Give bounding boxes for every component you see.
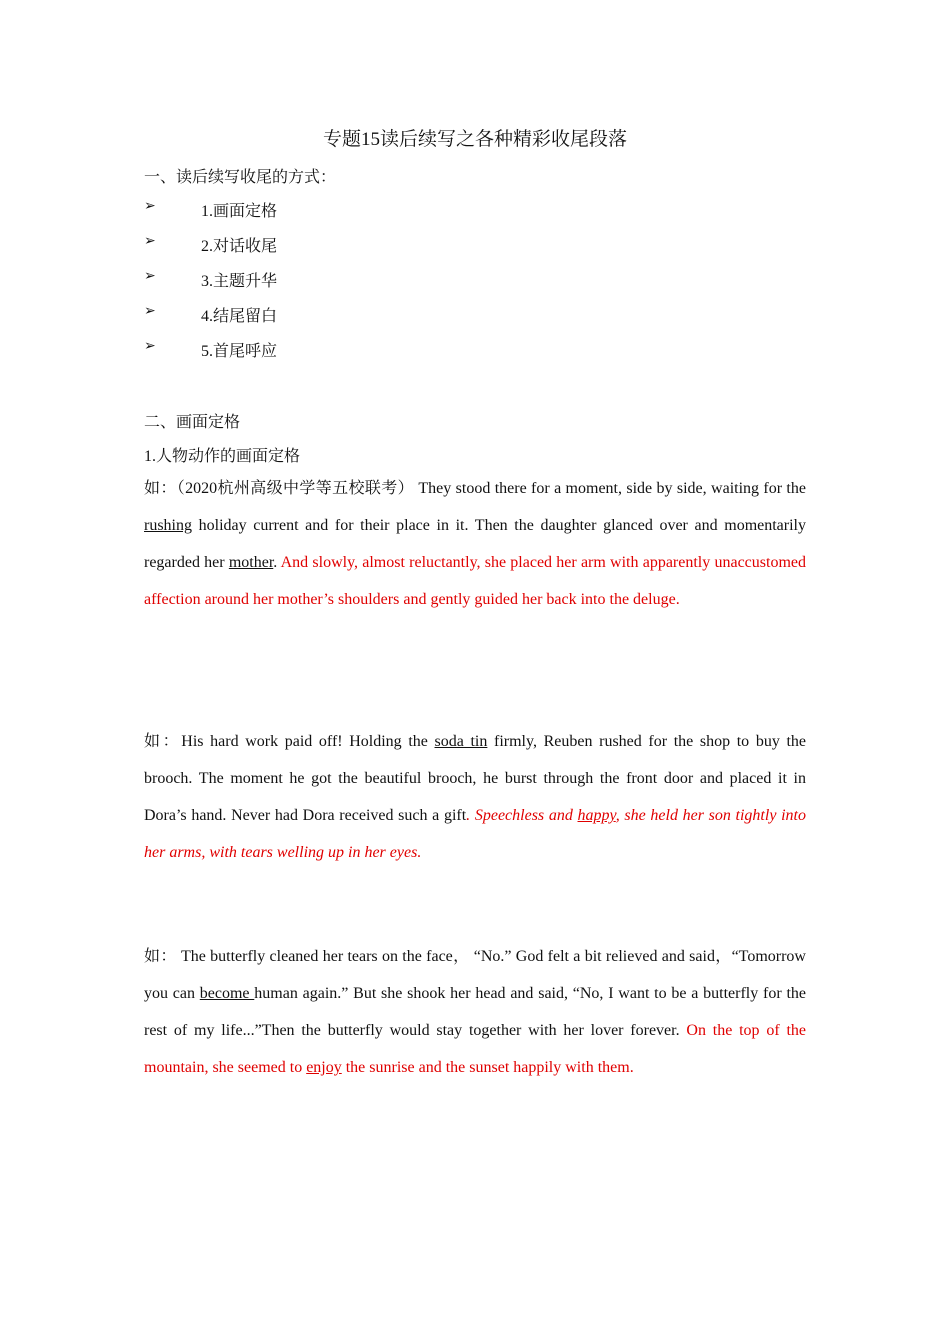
arrow-bullet-icon: ➢ (144, 269, 156, 284)
example-paragraph-1: 如：（2020杭州高级中学等五校联考） They stood there for a moment, side by side, waiting for the rushing holiday current and for their place in it. Then the daughter glanced over and momentarily regarded her mother. And slowly, almost reluctantly, she placed her arm with apparently unaccustomed affection around her mother’s shoulders and gently guided her back into the deluge. (144, 480, 806, 608)
arrow-bullet-icon: ➢ (144, 339, 156, 354)
section2-heading: 二、画面定格 (144, 414, 241, 431)
arrow-bullet-icon: ➢ (144, 199, 156, 214)
underlined-word: soda tin (434, 733, 488, 750)
arrow-bullet-icon: ➢ (144, 234, 156, 249)
example-prefix: 如： (144, 733, 182, 750)
arrow-bullet-icon: ➢ (144, 304, 156, 319)
list-item-label: 1.画面定格 (201, 203, 278, 220)
list-item-label: 3.主题升华 (201, 273, 278, 290)
section1-heading: 一、读后续写收尾的方式： (144, 169, 337, 186)
list-item-label: 5.首尾呼应 (201, 343, 278, 360)
section2-subheading: 1.人物动作的画面定格 (144, 448, 301, 465)
underlined-word: rushing (144, 517, 192, 534)
example-paragraph-3: 如： The butterfly cleaned her tears on the face， “No.” God felt a bit relieved and said，“Tomorrow you can become human again.” But she shook her head and said, “No, I want to be a butterfly for the rest of my life...”Then the butterfly would stay together with her lover forever. On the top of the mountain, she seemed to enjoy the sunrise and the sunset happily with them. (144, 948, 807, 1076)
highlighted-ending: And slowly, almost reluctantly, she placed her arm with apparently unaccustomed affection around her mother’s shoulders and gently guided her back into the deluge. (144, 554, 806, 608)
document-title: 专题15读后续写之各种精彩收尾段落 (322, 129, 627, 150)
list-item-label: 4.结尾留白 (201, 308, 278, 325)
underlined-word: happy (577, 807, 616, 824)
highlighted-ending: On the top of the mountain, she seemed to (144, 1022, 807, 1076)
underlined-word: mother (228, 554, 274, 571)
highlighted-ending: . Speechless and (466, 807, 578, 824)
underlined-word: become (199, 985, 255, 1002)
example-prefix: 如：（2020杭州高级中学等五校联考） (144, 480, 415, 497)
example-prefix: 如： (144, 948, 177, 965)
example-paragraph-2: 如：His hard work paid off! Holding the soda tin firmly, Reuben rushed for the shop to buy the brooch. The moment he got the beautiful brooch, he burst through the front door and placed it in Dora’s hand. Never had Dora received such a gift. Speechless and happy, she held her son tightly into her arms, with tears welling up in her eyes. (144, 733, 807, 861)
list-item-label: 2.对话收尾 (201, 238, 278, 255)
highlighted-ending: the sunrise and the sunset happily with them. (341, 1059, 634, 1076)
highlighted-ending: , she held her son tightly into her arms, with tears welling up in her eyes. (144, 807, 806, 861)
underlined-word: enjoy (306, 1059, 342, 1076)
